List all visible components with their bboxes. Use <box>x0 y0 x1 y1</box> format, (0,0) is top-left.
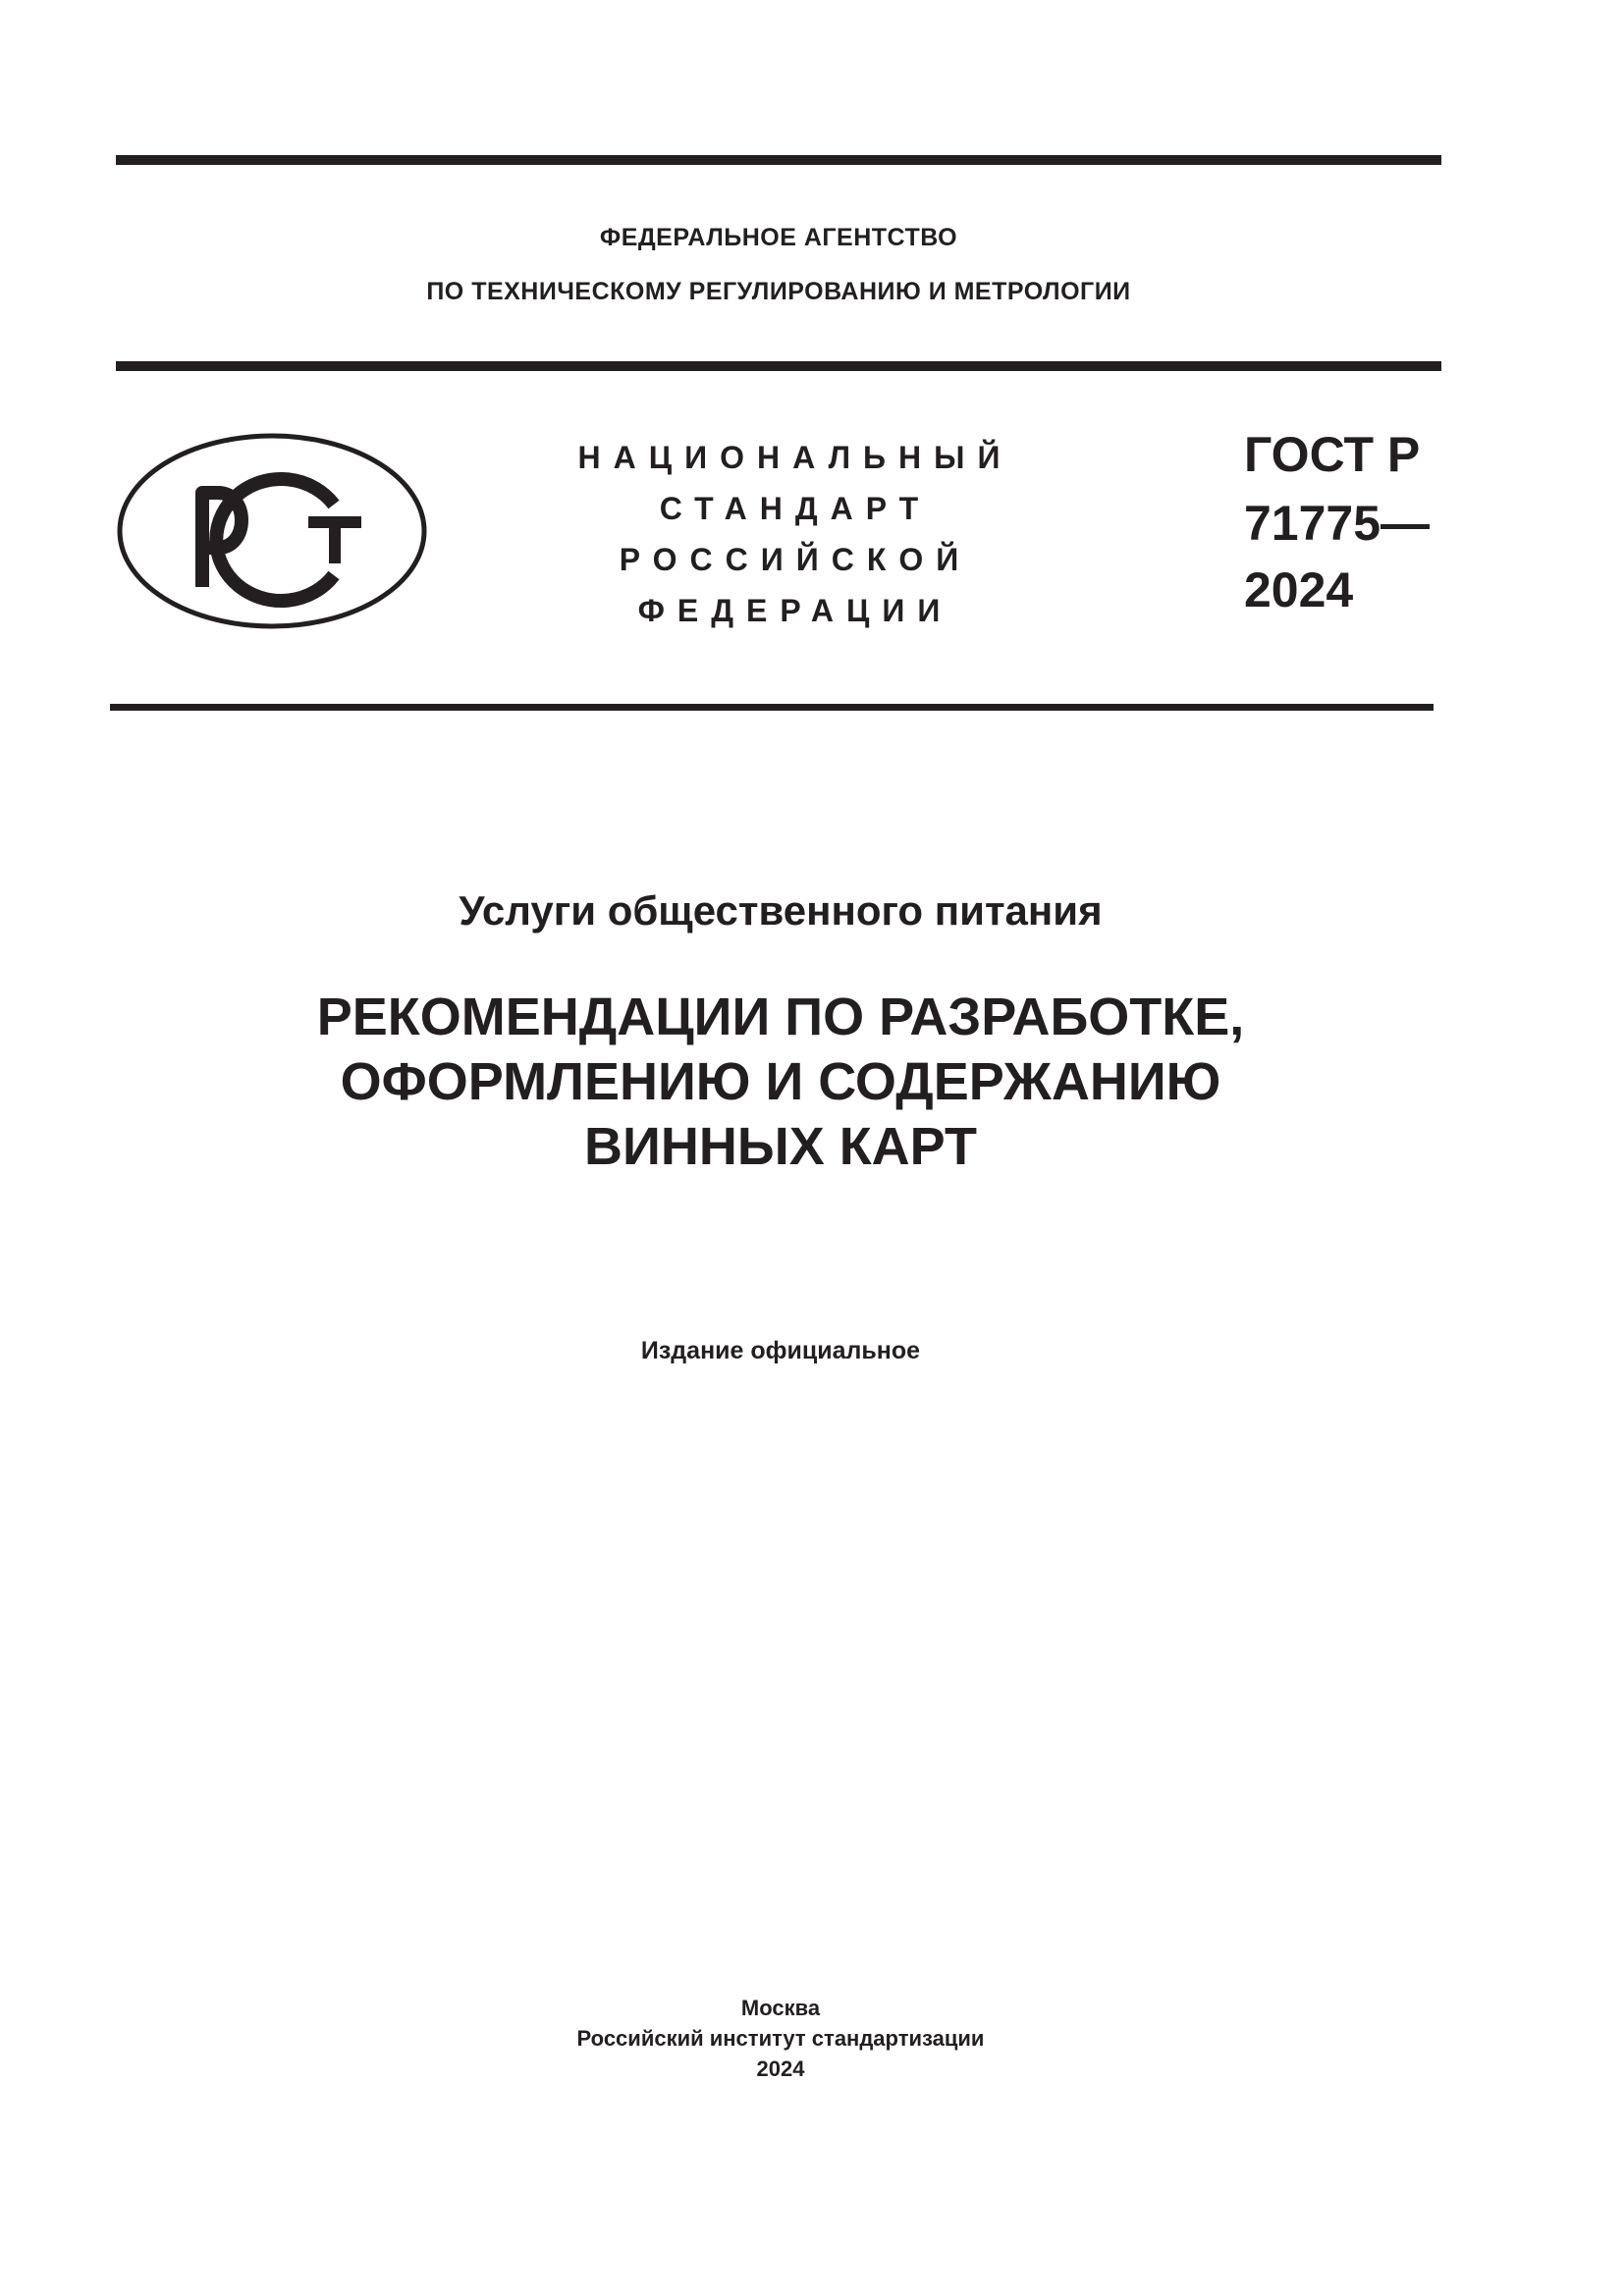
national-standard-line: НАЦИОНАЛЬНЫЙ <box>577 440 1013 475</box>
agency-name-line-2: ПО ТЕХНИЧЕСКОМУ РЕГУЛИРОВАНИЮ И МЕТРОЛОГИИ <box>426 278 1131 305</box>
edition-note: Издание официальное <box>640 1337 921 1364</box>
imprint-year: 2024 <box>756 2056 805 2081</box>
standard-code-line: 2024 <box>1244 562 1354 617</box>
document-title-line: ВИННЫХ КАРТ <box>584 1117 977 1176</box>
standard-code-line: ГОСТ Р <box>1244 427 1421 482</box>
header-rule <box>116 361 1441 371</box>
document-title-line: ОФОРМЛЕНИЮ И СОДЕРЖАНИЮ <box>340 1052 1221 1111</box>
top-rule <box>116 155 1441 165</box>
document-subtitle: Услуги общественного питания <box>459 887 1103 934</box>
standard-code-line: 71775— <box>1244 496 1431 551</box>
imprint-city: Москва <box>740 1996 821 2020</box>
national-standard-line: СТАНДАРТ <box>659 491 932 526</box>
document-title-line: РЕКОМЕНДАЦИИ ПО РАЗРАБОТКЕ, <box>316 988 1245 1046</box>
header-bottom-rule <box>110 704 1434 711</box>
imprint-publisher: Российский институт стандартизации <box>576 2026 985 2051</box>
agency-name-line-1: ФЕДЕРАЛЬНОЕ АГЕНТСТВО <box>599 224 958 251</box>
national-standard-line: РОССИЙСКОЙ <box>619 542 972 577</box>
rst-certification-logo-icon <box>116 432 428 630</box>
national-standard-line: ФЕДЕРАЦИИ <box>637 593 953 628</box>
